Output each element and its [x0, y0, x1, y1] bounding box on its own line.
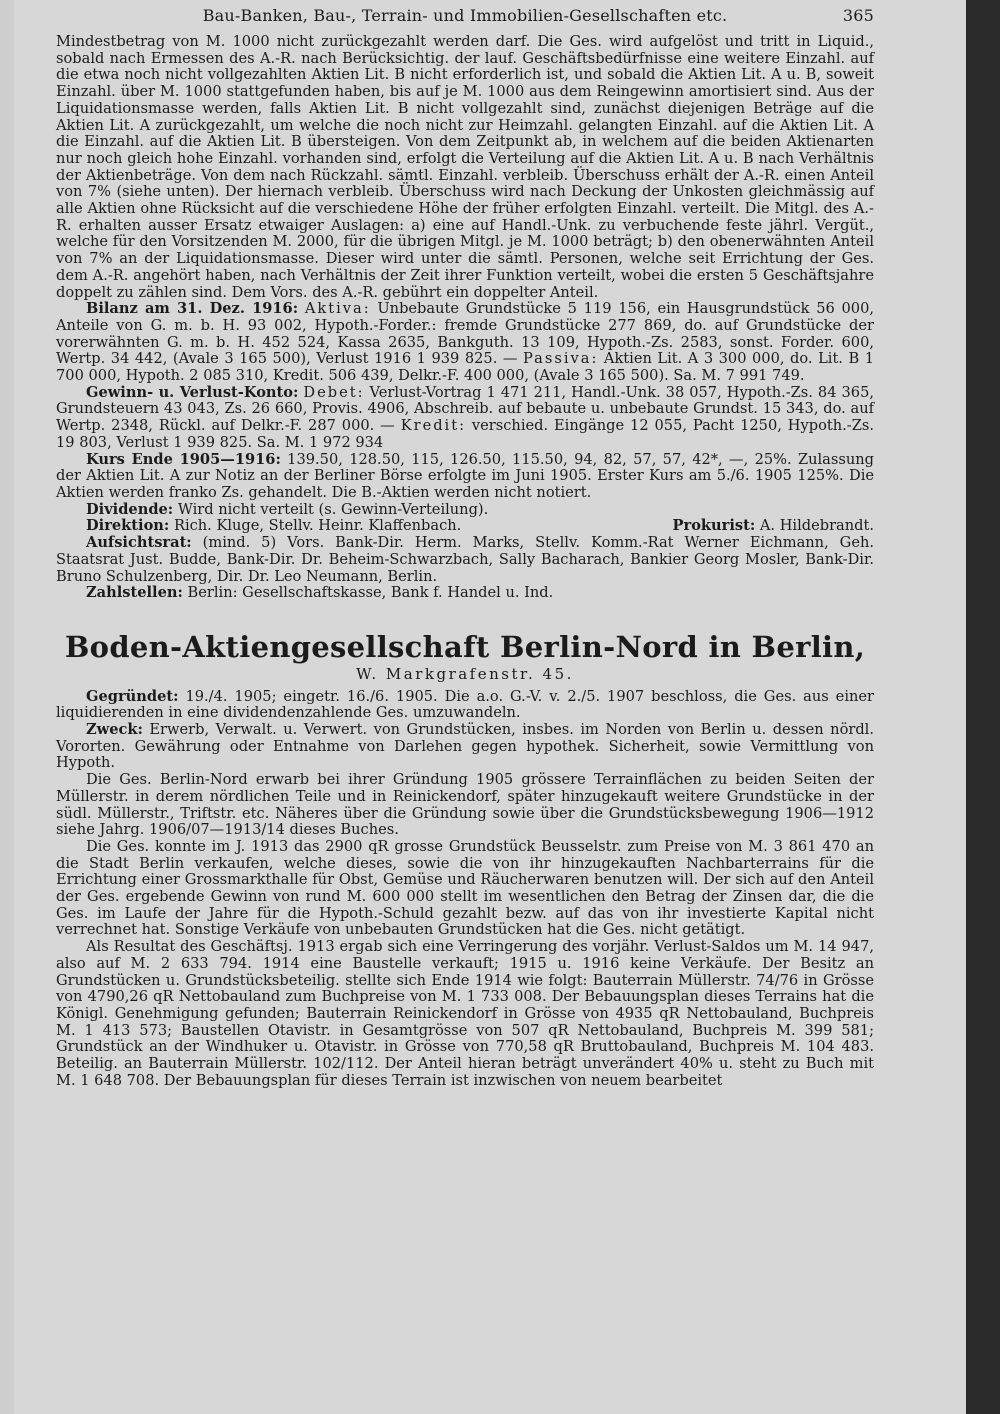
- bilanz-aktiva: Unbebaute Grundstücke 5 119 156, ein Hausgrundstück 56 000, Anteile von G. m. b. H. 93 002, Hypoth.-Forder.: fremde Grundstücke 277 869, do. auf Grundstücke der vorerwähnten G. m. b. H. 452 524, Kassa 2635, Bankguth. 13 109, Hypoth.-Zs. 2583, sonst. Forder. 600, Wertp. 34 442, (Avale 3 165 500), Verlust 1916 1 939 825. —: [56, 300, 875, 368]
- direktion-label: Direktion:: [86, 517, 170, 535]
- running-header: [56, 8, 874, 34]
- running-title: Bau-Banken, Bau-, Terrain- und Immobilien-Gesellschaften etc.: [202, 6, 728, 25]
- kurs-text: 139.50, 128.50, 115, 126.50, 115.50, 94, 82, 57, 57, 42*, —, 25%. Zulassung der Aktien Lit. A zur Notiz an der Berliner Börse erfolgte im Juni 1905. Erster Kurs am 5./6. 1905 125%. Die Aktien werden franko Zs. gehandelt. Die B.-Aktien werden nicht notiert.: [56, 450, 874, 501]
- gegruendet-section: [56, 689, 874, 722]
- guv-section: [56, 385, 874, 452]
- bilanz-passiva: Aktien Lit. A 3 300 000, do. Lit. B 1 700 000, Hypoth. 2 085 310, Kredit. 506 439, Delkr.-F. 400 000, (Avale 3 165 500). Sa. M. 7 991 749.: [56, 350, 875, 385]
- passiva-label: Passiva:: [523, 350, 599, 368]
- scan-background: [966, 0, 1000, 1414]
- zahlstellen-section: [56, 585, 874, 602]
- aufsichtsrat-text: (mind. 5) Vors. Bank-Dir. Herm. Marks, Stellv. Komm.-Rat Werner Eichmann, Geh. Staatsrat Just. Budde, Bank-Dir. Dr. Beheim-Schwarzbach, Sally Bacharach, Bankier Georg Mosler, Bank-Dir. Bruno Schulzenberg, Dir. Dr. Leo Neumann, Berlin.: [56, 534, 874, 585]
- history-paragraph-3: Als Resultat des Geschäftsj. 1913 ergab sich eine Verringerung des vorjähr. Verlust-Saldos um M. 14 947, also auf M. 2 633 794. 1914 eine Baustelle verkauft; 1915 u. 1916 keine Verkäufe. Der Besitz an Grundstücken u. Grundstücksbeteilig. stellte sich Ende 1914 wie folgt: Bauterrain Müllerstr. 74/76 in Grösse von 4790,26 qR Nettobauland zum Buchpreise von M. 1 733 008. Der Bebauungsplan dieses Terrains hat die Königl. Genehmigung gefunden; Bauterrain Reinickendorf in Grösse von 4935 qR Nettobauland, Buchpreis M. 1 413 573; Baustellen Otavistr. in Gesamtgrösse von 507 qR Nettobauland, Buchpreis M. 399 581; Grundstück an der Windhuker u. Otavistr. in Grösse von 770,58 qR Bruttobauland, Buchpreis M. 104 483. Beteilig. an Bauterrain Müllerstr. 102/112. Der Anteil hieran beträgt unverändert 40% u. steht zu Buch mit M. 1 648 708. Der Bebauungsplan für dieses Terrain ist inzwischen von neuem bearbeitet: [56, 938, 874, 1089]
- gegruendet-text: 19./4. 1905; eingetr. 16./6. 1905. Die a.o. G.-V. v. 2./5. 1907 beschloss, die Ges. aus einer liquidierenden in eine dividendenzahlende Ges. umzuwandeln.: [56, 687, 874, 722]
- company-title: Boden-Aktiengesellschaft Berlin-Nord in Berlin,: [64, 629, 866, 664]
- bilanz-label: Bilanz am 31. Dez. 1916:: [86, 300, 299, 318]
- dividende-label: Dividende:: [86, 500, 174, 518]
- aktiva-label: Aktiva:: [304, 300, 371, 318]
- zahlstellen-label: Zahlstellen:: [86, 584, 183, 602]
- dividende-section: [56, 502, 874, 519]
- book-page: [14, 0, 966, 1414]
- guv-debet: Verlust-Vortrag 1 471 211, Handl.-Unk. 38 057, Hypoth.-Zs. 84 365, Grundsteuern 43 043, Zs. 26 660, Provis. 4906, Abschreib. auf bebaute u. unbebaute Grundst. 15 343, do. auf Wertp. 2348, Rückl. auf Delkr.-F. 287 000. —: [56, 383, 874, 435]
- history-paragraph-1: Die Ges. Berlin-Nord erwarb bei ihrer Gründung 1905 grössere Terrainflächen zu beiden Seiten der Müllerstr. in derem nördlichen Teile und in Reinickendorf, später hinzugekauft weitere Grundstücke in der südl. Müllerstr., Triftstr. etc. Näheres über die Gründung sowie über die Grundstücksbewegung 1906—1912 siehe Jahrg. 1906/07—1913/14 dieses Buches.: [56, 771, 874, 839]
- direktion-text: Rich. Kluge, Stellv. Heinr. Klaffenbach.: [173, 517, 462, 535]
- zweck-section: [56, 722, 874, 772]
- page-number: 365: [842, 6, 874, 25]
- debet-label: Debet:: [303, 383, 365, 401]
- direktion-section: [56, 518, 874, 535]
- gegruendet-label: Gegründet:: [86, 687, 179, 705]
- guv-kredit: verschied. Eingänge 12 055, Pacht 1250, Hypoth.-Zs. 19 803, Verlust 1 939 825. Sa. M. 1 972 934: [56, 417, 874, 451]
- kurs-label: Kurs Ende 1905—1916:: [86, 450, 281, 468]
- kurs-section: [56, 452, 874, 502]
- company-address: W. Markgrafenstr. 45.: [356, 664, 574, 683]
- zweck-label: Zweck:: [86, 721, 143, 739]
- prokurist-label: Prokurist:: [672, 517, 756, 535]
- aufsichtsrat-section: [56, 535, 874, 585]
- adjacent-page-edge: [0, 0, 15, 1414]
- dividende-text: Wird nicht verteilt (s. Gewinn-Verteilung).: [177, 500, 489, 518]
- zahlstellen-text: Berlin: Gesellschaftskasse, Bank f. Handel u. Ind.: [187, 584, 554, 602]
- guv-label: Gewinn- u. Verlust-Konto:: [86, 383, 299, 401]
- prokurist-text: A. Hildebrandt.: [759, 517, 874, 535]
- page-content: [56, 8, 874, 1089]
- kredit-label: Kredit:: [400, 417, 466, 435]
- zweck-text: Erwerb, Verwalt. u. Verwert. von Grundstücken, insbes. im Norden von Berlin u. dessen nördl. Vororten. Gewährung oder Entnahme von Darlehen gegen hypothek. Sicherheit, sowie Vermittlung von Hypoth.: [56, 721, 874, 772]
- aufsichtsrat-label: Aufsichtsrat:: [86, 534, 192, 552]
- history-paragraph-2: Die Ges. konnte im J. 1913 das 2900 qR grosse Grundstück Beusselstr. zum Preise von M. 3 861 470 an die Stadt Berlin verkaufen, welche dieses, sowie die von ihr hinzugekauften Nachbarterrains für die Errichtung einer Grossmarkthalle für Obst, Gemüse und Räucherwaren benutzen will. Der sich auf den Anteil der Ges. ergebende Gewinn von rund M. 600 000 stellt im wesentlichen den Betrag der Zinsen dar, die die Ges. im Laufe der Jahre für die Hypoth.-Schuld gezahlt bezw. auf das von ihr investierte Kapital nicht verrechnet hat. Sonstige Verkäufe von unbebauten Grundstücken hat die Ges. nicht getätigt.: [56, 837, 874, 939]
- bilanz-section: [56, 301, 874, 385]
- statute-paragraph: Mindestbetrag von M. 1000 nicht zurückgezahlt werden darf. Die Ges. wird aufgelöst und tritt in Liquid., sobald nach Ermessen des A.-R. nach Berücksichtig. der lauf. Geschäftsbedürfnisse eine weitere Einzahl. auf die etwa noch nicht vollgezahlten Aktien Lit. B nicht erforderlich ist, und sobald die Aktien Lit. A u. B, soweit Einzahl. über M. 1000 stattgefunden haben, bis auf je M. 1000 aus dem Reingewinn amortisiert sind. Aus der Liquidationsmasse werden, falls Aktien Lit. B nicht vollgezahlt sind, zunächst diejenigen Beträge auf die Aktien Lit. A zurückgezahlt, um welche die noch nicht zur Heimzahl. gelangten Einzahl. auf die Aktien Lit. A die Einzahl. auf die Aktien Lit. B übersteigen. Von dem Zeitpunkt ab, in welchem auf die beiden Aktienarten nur noch gleich hohe Einzahl. vorhanden sind, erfolgt die Verteilung auf die Aktien Lit. A u. B nach Verhältnis der Aktienbeträge. Von dem nach Rückzahl. sämtl. Einzahl. verbleib. Überschuss erhält der A.-R. einen Anteil von 7% (siehe unten). Der hiernach verbleib. Überschuss wird nach Deckung der Unkosten gleichmässig auf alle Aktien ohne Rücksicht auf die verschiedene Höhe der früher erfolgten Einzahl. verteilt. Die Mitgl. des A.-R. erhalten ausser Ersatz etwaiger Auslagen: a) eine auf Handl.-Unk. zu verbuchende feste jährl. Vergüt., welche für den Vorsitzenden M. 2000, für die übrigen Mitgl. je M. 1000 beträgt; b) den obenerwähnten Anteil von 7% an der Liquidationsmasse. Dieser wird unter die sämtl. Personen, welche seit Errichtung der Ges. dem A.-R. angehört haben, nach Verhältnis der Zeit ihrer Funktion verteilt, wobei die ersten 5 Geschäftsjahre doppelt zu zählen sind. Dem Vors. des A.-R. gebührt ein doppelter Anteil.: [56, 33, 874, 301]
